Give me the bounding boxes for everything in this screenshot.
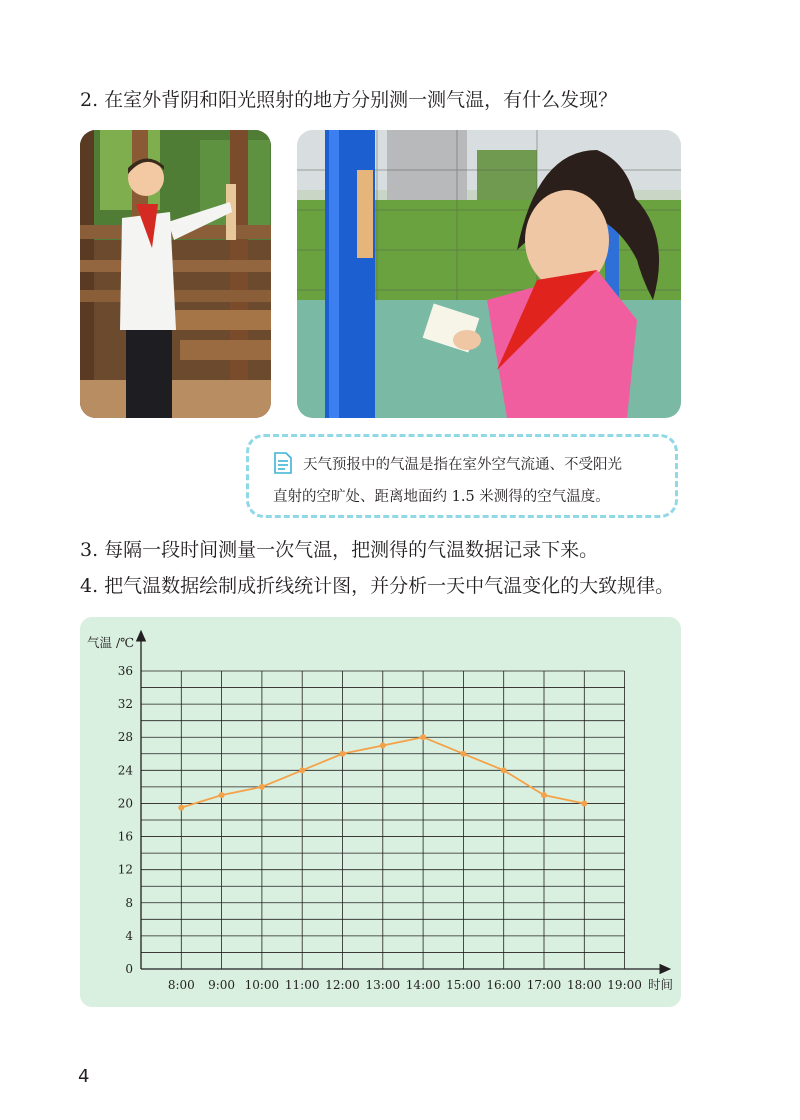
x-tick-label: 11:00 — [284, 978, 320, 992]
y-tick-label: 28 — [117, 730, 133, 745]
weather-forecast-note — [246, 434, 678, 518]
x-tick-label: 15:00 — [446, 978, 481, 992]
x-tick-label: 14:00 — [405, 978, 441, 992]
x-tick-label: 8:00 — [167, 978, 195, 992]
data-point — [501, 767, 507, 773]
x-axis-label: 时间 — [648, 977, 674, 992]
y-tick-label: 20 — [117, 796, 133, 811]
x-tick-label: 9:00 — [208, 978, 236, 992]
data-point — [380, 743, 386, 749]
y-tick-label: 4 — [125, 928, 133, 943]
x-tick-label: 13:00 — [365, 978, 401, 992]
temperature-chart-panel — [80, 617, 681, 1007]
question-3-heading: 3. 每隔一段时间测量一次气温，把测得的气温数据记录下来。 — [80, 539, 599, 561]
data-point — [299, 767, 305, 773]
data-point — [460, 751, 466, 757]
x-tick-label: 18:00 — [567, 978, 602, 992]
y-tick-label: 32 — [117, 697, 133, 712]
x-tick-label: 19:00 — [607, 978, 642, 992]
y-tick-label: 36 — [117, 664, 133, 678]
note-line-1: 天气预报中的气温是指在室外空气流通、不受阳光 — [303, 457, 622, 473]
document-icon — [273, 452, 293, 474]
data-point — [259, 784, 265, 790]
y-tick-label: 0 — [125, 962, 133, 976]
y-tick-label: 8 — [125, 895, 133, 910]
x-tick-label: 16:00 — [486, 978, 521, 992]
data-point — [541, 792, 547, 798]
y-axis-label: 气温 /℃ — [87, 635, 135, 650]
x-tick-label: 17:00 — [526, 978, 562, 992]
data-point — [420, 734, 426, 740]
y-tick-label: 24 — [117, 763, 133, 778]
question-4-heading: 4. 把气温数据绘制成折线统计图，并分析一天中气温变化的大致规律。 — [80, 575, 675, 597]
data-point — [340, 751, 346, 757]
page-number: 4 — [78, 1066, 90, 1087]
photo-girl-in-sun — [297, 130, 681, 418]
data-point — [178, 805, 184, 811]
data-point — [581, 800, 587, 806]
temperature-line-chart — [80, 617, 681, 1007]
y-tick-label: 16 — [117, 829, 133, 844]
question-2-heading: 2. 在室外背阴和阳光照射的地方分别测一测气温，有什么发现？ — [80, 89, 618, 111]
data-point — [219, 792, 225, 798]
photo-boy-in-shade — [80, 130, 271, 418]
y-tick-label: 12 — [117, 862, 133, 877]
x-tick-label: 10:00 — [244, 978, 280, 992]
note-line-2: 直射的空旷处、距离地面约 1.5 米测得的空气温度。 — [273, 489, 610, 505]
x-tick-label: 12:00 — [325, 978, 360, 992]
